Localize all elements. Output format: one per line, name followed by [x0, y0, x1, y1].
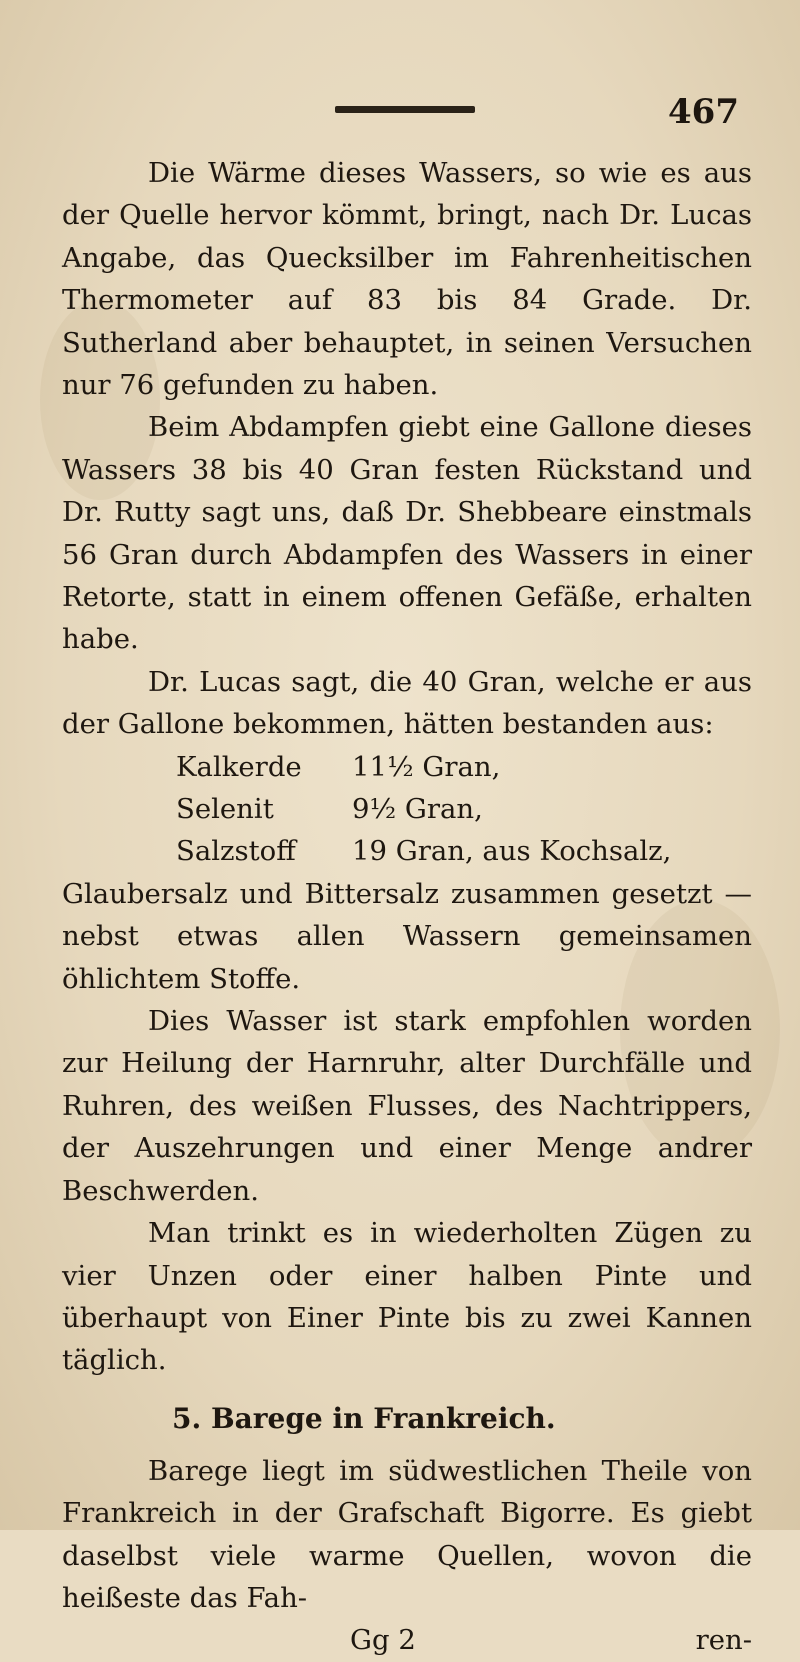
section-heading: 5. Barege in Frankreich. [172, 1401, 556, 1435]
composition-name: Selenit [176, 793, 274, 826]
paragraph: Die Wärme dieses Wassers, so wie es aus der Quelle hervor kömmt, bringt, nach Dr. Lucas Angabe, das Quecksilber im Fahrenheitischen Thermometer auf 83 bis 84 Grade. Dr. Sutherland aber behauptet, in seinen Versuchen nur 76 gefunden zu haben. [62, 157, 752, 402]
paragraph: Glaubersalz und Bittersalz zusammen gesetzt — nebst etwas allen Wassern gemeinsamen öhlichtem Stoffe. [62, 877, 752, 995]
composition-row [62, 746, 752, 788]
composition-row [62, 830, 752, 872]
body-text [62, 152, 752, 1661]
paragraph: Beim Abdampfen giebt eine Gallone dieses Wassers 38 bis 40 Gran festen Rückstand und Dr. Rutty sagt uns, daß Dr. Shebbeare einstmals 56 Gran durch Abdampfen des Wassers in einer Retorte, statt in einem offenen Gefäße, erhalten habe. [62, 411, 752, 656]
page-number: 467 [668, 92, 739, 132]
header-rule [335, 106, 475, 113]
composition-row [62, 788, 752, 830]
paragraph: Dr. Lucas sagt, die 40 Gran, welche er aus der Gallone bekommen, hätten bestanden aus: [62, 665, 752, 741]
composition-amount: 11½ Gran, [352, 750, 501, 783]
paragraph: Barege liegt im südwestlichen Theile von Frankreich in der Grafschaft Bigorre. Es giebt daselbst viele warme Quellen, wovon die heißeste das Fah- [62, 1454, 752, 1614]
signature-mark: Gg 2 [350, 1624, 416, 1657]
composition-amount: 19 Gran, aus Kochsalz, [352, 835, 672, 868]
catchword: ren- [695, 1624, 752, 1657]
paragraph: Man trinkt es in wiederholten Zügen zu vier Unzen oder einer halben Pinte und überhaupt von Einer Pinte bis zu zwei Kannen täglich. [62, 1217, 752, 1377]
paragraph: Dies Wasser ist stark empfohlen worden zur Heilung der Harnruhr, alter Durchfälle und Ruhren, des weißen Flusses, des Nachtrippers, der Auszehrungen und einer Menge andrer Beschwerden. [62, 1005, 752, 1207]
page-footer [62, 1619, 752, 1661]
composition-amount: 9½ Gran, [352, 793, 483, 826]
composition-name: Salzstoff [176, 835, 296, 868]
composition-name: Kalkerde [176, 750, 302, 783]
composition-list [62, 746, 752, 873]
